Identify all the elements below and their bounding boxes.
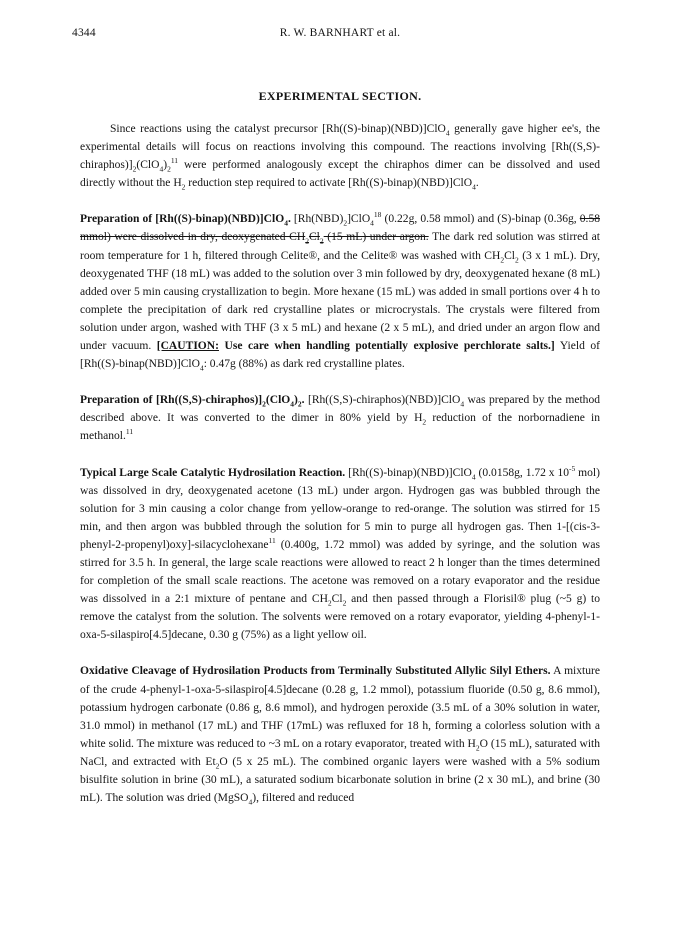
oxidative-cleavage-heading: Oxidative Cleavage of Hydrosilation Products from Terminally Substituted Allylic Silyl Ethers. — [80, 665, 551, 678]
prep-binap-heading: Preparation of [Rh((S)-binap)(NBD)]ClO$_4$. — [80, 213, 291, 228]
prep-chiraphos-paragraph: Preparation of $[Rh((S,S)-chiraphos)]_2(ClO_4)_2$. [Rh((S,S)-chiraphos)(NBD)]ClO$_4$ was prepared by the method described above. It was converted to the dimer in 80% yield by $H_2$ reduction of the norbornadiene in methanol.$^{11}$ — [80, 394, 601, 443]
prep-binap-paragraph: Preparation of [Rh((S)-binap)(NBD)]ClO$_4$. $[Rh(NBD)_2]ClO_4^{18}$ (0.22g, 0.58 mmol) and (S)-binap (0.36g, 0.58 mmol) were dissolved in dry, deoxygenated $CH_2Cl_2$ (15 mL) under argon. The dark red solution was stirred at room temperature for 1 h, filtered through Celite®, and the Celite® was washed with $CH_2Cl_2$ (3 x 1 mL). Dry, deoxygenated THF (18 mL) was added to the solution over 3 min followed by dry, deoxygenated hexane (8 mL) added over 5 min causing crystallization to begin. More hexane (15 mL) was added in small portions over 4 h to complete the precipitation of dark red crystalline plates or microcrystals. The crystals were filtered from solution under argon, washed with THF (3 x 5 mL) and hexane (2 x 5 mL), and dried under an argon flow and under vacuum. [CAUTION: Use care when handling potentially explosive perchlorate salts.] Yield of [Rh((S)-binap(NBD)]ClO$_4$: 0.47g (88%) as dark red crystalline plates. — [80, 210, 600, 373]
body-text — [80, 120, 600, 825]
running-header-authors: R. W. BARNHART et al. — [279, 27, 401, 39]
hydrosilation-heading: Typical Large Scale Catalytic Hydrosilation Reaction. — [80, 466, 346, 479]
running-header — [72, 27, 608, 43]
struck-text: 0.58 mmol) were dissolved in dry, deoxygenated $CH_2Cl_2$ (15 mL) under argon. — [80, 213, 600, 246]
prep-chiraphos-heading: Preparation of $[Rh((S,S)-chiraphos)]_2(ClO_4)_2$. — [80, 394, 305, 409]
page-number: 4344 — [72, 27, 96, 39]
caution-note: [CAUTION: Use care when handling potentially explosive perchlorate salts.] — [156, 340, 555, 353]
intro-paragraph: Since reactions using the catalyst precursor [Rh((S)-binap)(NBD)]ClO$_4$ generally gave higher ee's, the experimental details will focus on reactions involving this compound. The reactions involving $[Rh((S,S)-chiraphos)]_2(ClO_4)_2^{11}$ were performed analogously except the chiraphos dimer can be dissolved and used directly without the $H_2$ reduction step required to activate [Rh((S)-binap)(NBD)]ClO$_4$. — [80, 123, 600, 192]
hydrosilation-paragraph: Typical Large Scale Catalytic Hydrosilation Reaction. [Rh((S)-binap)(NBD)]ClO$_4$ (0.0158g, 1.72 x $10^{-5}$ mol) was dissolved in dry, deoxygenated acetone (13 mL) under argon. Hydrogen gas was bubbled through the solution for 3 min causing a color change from yellow-orange to red-orange. The solution was stirred for 15 min, and then argon was bubbled through the solution for 5 min to purge all hydrogen gas. Then 1-[(cis-3-phenyl-2-propenyl)oxy]-silacyclohexane$^{11}$ (0.400g, 1.72 mmol) was added by syringe, and the solution was stirred for 3.5 h. In general, the large scale reactions were allowed to react 2 h longer than the times determined for completion of the small scale reactions. The acetone was removed on a rotary evaporator and the residue was dissolved in a 2:1 mixture of pentane and $CH_2Cl_2$ and then passed through a Florisil® plug (~5 g) to remove the catalyst from the solution. The solvents were removed on a rotary evaporator, yielding 4-phenyl-1-oxa-5-silaspiro[4.5]decane, 0.30 g (75%) as a light yellow oil. — [80, 463, 600, 642]
section-title: EXPERIMENTAL SECTION. — [258, 89, 422, 103]
oxidative-cleavage-paragraph: Oxidative Cleavage of Hydrosilation Products from Terminally Substituted Allylic Silyl Ethers. A mixture of the crude 4-phenyl-1-oxa-5-silaspiro[4.5]decane (0.28 g, 1.2 mmol), potassium fluoride (0.50 g, 8.6 mmol), potassium hydrogen carbonate (0.86 g, 8.6 mmol), and hydrogen peroxide (3.5 mL of a 30% solution in water, 31.0 mmol) in methanol (17 mL) and THF (17mL) was refluxed for 18 h, forming a colorless solution with a white solid. The mixture was reduced to ~3 mL on a rotary evaporator, treated with $H_2O$ (15 mL), saturated with NaCl, and extracted with $Et_2O$ (5 x 25 mL). The combined organic layers were washed with a 5% sodium bisulfite solution in brine (30 mL), a saturated sodium bicarbonate solution in brine (2 x 30 mL), and brine (30 mL). The solution was dried (MgSO$_4$), filtered and reduced — [80, 665, 601, 807]
